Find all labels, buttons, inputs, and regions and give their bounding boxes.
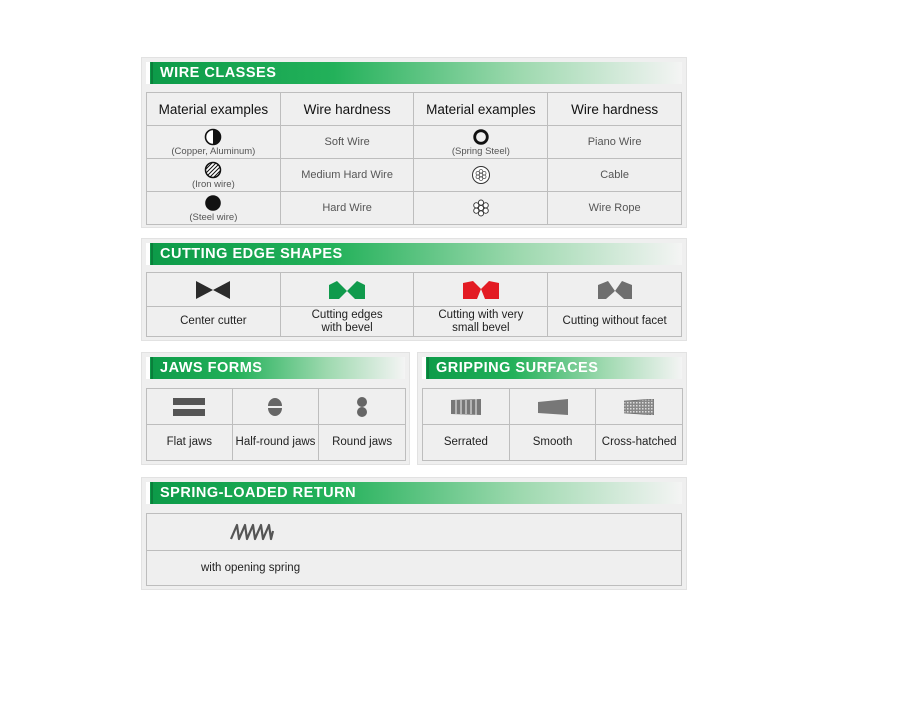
flat-jaws-label: Flat jaws	[147, 425, 233, 461]
round-jaws-icon	[355, 396, 369, 418]
table-row	[147, 159, 682, 192]
table-row	[147, 192, 682, 225]
spring-loaded-return-table	[146, 513, 682, 586]
smooth-surface-icon	[538, 399, 568, 415]
gripping-surfaces-title: GRIPPING SURFACES	[436, 360, 599, 376]
serrated-label: Serrated	[423, 425, 510, 461]
header-wire-hardness-1: Wire hardness	[280, 93, 414, 126]
small-bevel-cutter-icon	[463, 281, 499, 299]
cutting-edge-shapes-title: CUTTING EDGE SHAPES	[160, 246, 343, 262]
spring-loaded-return-header	[146, 482, 682, 504]
flat-jaws-cell	[147, 389, 233, 425]
hatched-circle-icon	[204, 161, 222, 179]
no-facet-cutter-icon	[598, 281, 632, 299]
cross-hatched-label: Cross-hatched	[596, 425, 683, 461]
spring-label: with opening spring	[147, 551, 682, 586]
material-cell	[147, 159, 281, 192]
half-round-jaws-icon	[267, 397, 283, 417]
jaws-forms-panel	[141, 352, 410, 465]
header-material-examples-1: Material examples	[147, 93, 281, 126]
wire-rope-icon	[471, 198, 491, 218]
header-wire-hardness-2: Wire hardness	[548, 93, 682, 126]
cutting-edge-shapes-table	[146, 272, 682, 337]
bevel-cutter-cell	[280, 273, 414, 307]
jaws-forms-title: JAWS FORMS	[160, 360, 263, 376]
gripping-surfaces-table	[422, 388, 683, 461]
serrated-surface-icon	[451, 399, 481, 415]
cutting-edge-shapes-panel	[141, 238, 687, 341]
material-cell	[414, 192, 548, 225]
cross-hatched-surface-icon	[624, 399, 654, 415]
small-bevel-cutter-label: Cutting with very small bevel	[414, 307, 548, 337]
material-caption: (Iron wire)	[191, 178, 235, 190]
hardness-cell: Hard Wire	[280, 192, 414, 225]
hardness-cell: Wire Rope	[548, 192, 682, 225]
wire-classes-header	[146, 62, 682, 84]
gripping-surfaces-header	[422, 357, 682, 379]
no-facet-cutter-cell	[548, 273, 682, 307]
spring-loaded-return-title: SPRING-LOADED RETURN	[160, 485, 357, 501]
table-row	[147, 126, 682, 159]
material-cell	[147, 192, 281, 225]
no-facet-cutter-label: Cutting without facet	[548, 307, 682, 337]
spring-icon	[229, 523, 275, 541]
wire-classes-panel	[141, 57, 687, 228]
half-round-jaws-cell	[232, 389, 319, 425]
center-cutter-icon	[196, 281, 230, 299]
smooth-label: Smooth	[509, 425, 596, 461]
cable-strands-icon	[471, 165, 491, 185]
spring-icon-cell	[147, 514, 682, 551]
cross-hatched-cell	[596, 389, 683, 425]
jaws-forms-table	[146, 388, 406, 461]
cutting-edge-shapes-header	[146, 243, 682, 265]
hardness-cell: Medium Hard Wire	[280, 159, 414, 192]
smooth-cell	[509, 389, 596, 425]
flat-jaws-icon	[173, 397, 205, 417]
material-caption: (Steel wire)	[189, 211, 238, 223]
jaws-forms-header	[146, 357, 405, 379]
filled-circle-icon	[204, 194, 222, 212]
bevel-cutter-label: Cutting edges with bevel	[280, 307, 414, 337]
round-jaws-cell	[319, 389, 406, 425]
center-cutter-label: Center cutter	[147, 307, 281, 337]
half-filled-circle-icon	[204, 128, 222, 146]
half-round-jaws-label: Half-round jaws	[232, 425, 319, 461]
round-jaws-label: Round jaws	[319, 425, 406, 461]
small-bevel-cutter-cell	[414, 273, 548, 307]
material-caption: (Spring Steel)	[451, 145, 510, 157]
hardness-cell: Soft Wire	[280, 126, 414, 159]
spring-loaded-return-panel	[141, 477, 687, 590]
material-caption: (Copper, Aluminum)	[171, 145, 256, 157]
wire-classes-title: WIRE CLASSES	[160, 65, 277, 81]
bevel-cutter-icon	[329, 281, 365, 299]
center-cutter-cell	[147, 273, 281, 307]
material-cell	[147, 126, 281, 159]
header-material-examples-2: Material examples	[414, 93, 548, 126]
gripping-surfaces-panel	[417, 352, 687, 465]
wire-classes-table	[146, 92, 682, 225]
material-cell	[414, 126, 548, 159]
hardness-cell: Piano Wire	[548, 126, 682, 159]
hardness-cell: Cable	[548, 159, 682, 192]
serrated-cell	[423, 389, 510, 425]
material-cell	[414, 159, 548, 192]
ring-icon	[472, 128, 490, 146]
